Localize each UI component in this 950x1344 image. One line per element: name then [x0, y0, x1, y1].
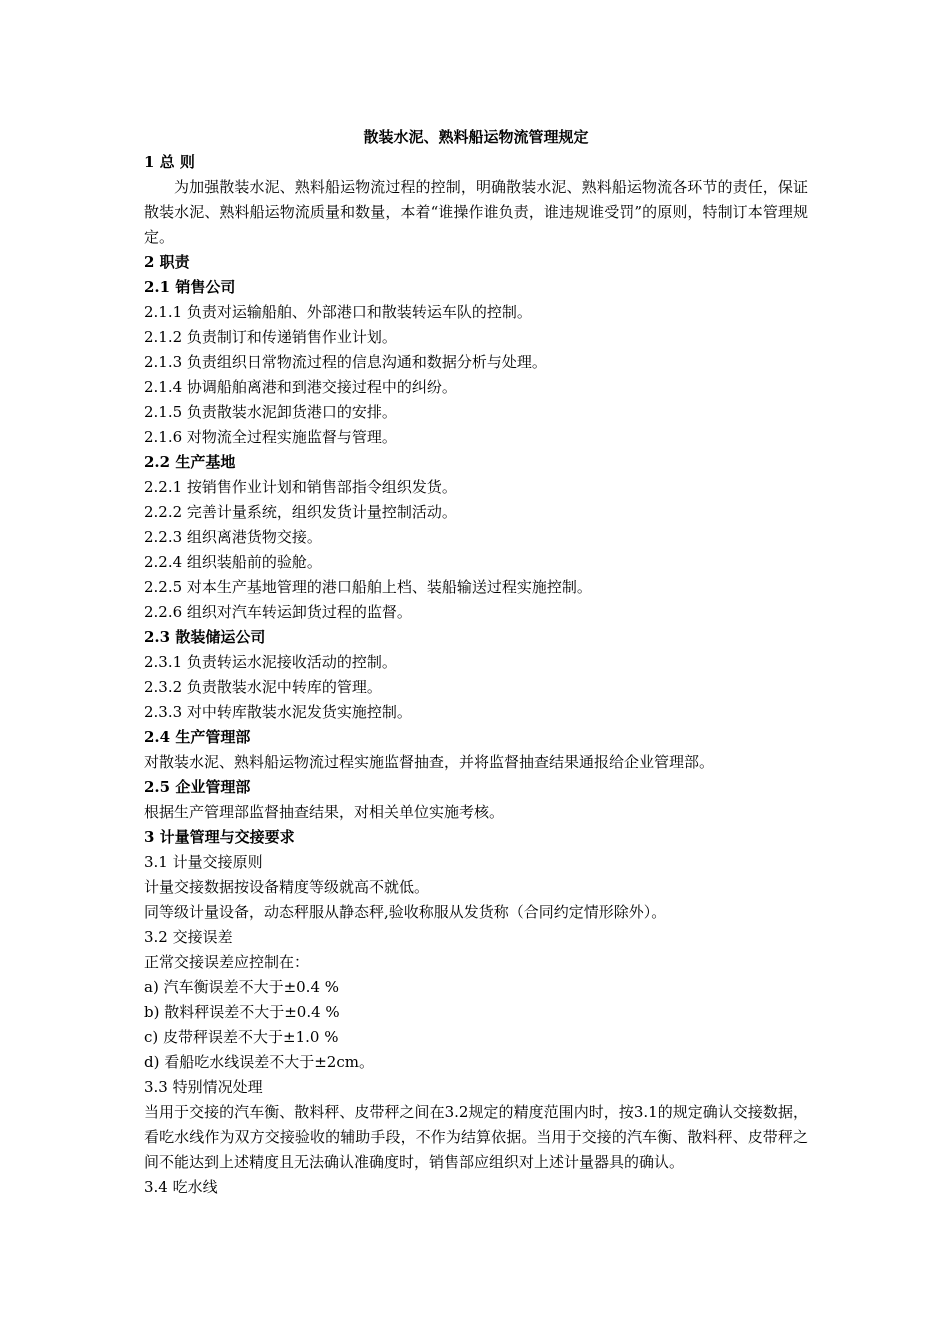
section-heading-metering: 3 计量管理与交接要求 [144, 828, 295, 846]
subsection-heading-production-management: 2.4 生产管理部 [144, 728, 251, 746]
text-line: 计量交接数据按设备精度等级就高不就低。 [144, 878, 430, 896]
list-item: 2.3.2 负责散装水泥中转库的管理。 [144, 678, 382, 696]
list-item: 2.3.3 对中转库散装水泥发货实施控制。 [144, 703, 412, 721]
list-item: 2.2.4 组织装船前的验舱。 [144, 553, 322, 571]
subsection-heading-tolerance: 3.2 交接误差 [144, 928, 233, 946]
document-title: 散装水泥、熟料船运物流管理规定 [363, 128, 589, 146]
list-item: 2.1.4 协调船舶离港和到港交接过程中的纠纷。 [144, 378, 457, 396]
special-cases-paragraph: 当用于交接的汽车衡、散料秤、皮带秤之间在3.2规定的精度范围内时，按3.1的规定确认交接数据，看吃水线作为双方交接验收的辅助手段，不作为结算依据。当用于交接的汽车衡、散料秤、皮带秤之间不能达到上述精度且无法确认准确度时，销售部应组织对上述计量器具的确认。 [144, 1103, 808, 1171]
production-management-text: 对散装水泥、熟料船运物流过程实施监督抽查，并将监督抽查结果通报给企业管理部。 [144, 753, 715, 771]
list-item: c) 皮带秤误差不大于±1.0 % [144, 1028, 339, 1046]
list-item: d) 看船吃水线误差不大于±2cm。 [144, 1053, 374, 1071]
list-item: 2.2.2 完善计量系统，组织发货计量控制活动。 [144, 503, 457, 521]
list-item: 2.1.3 负责组织日常物流过程的信息沟通和数据分析与处理。 [144, 353, 547, 371]
list-item: 2.1.6 对物流全过程实施监督与管理。 [144, 428, 397, 446]
subsection-heading-bulk-storage: 2.3 散装储运公司 [144, 628, 266, 646]
list-item: 2.2.6 组织对汽车转运卸货过程的监督。 [144, 603, 412, 621]
list-item: b) 散料秤误差不大于±0.4 % [144, 1003, 340, 1021]
subsection-heading-metering-principle: 3.1 计量交接原则 [144, 853, 263, 871]
list-item: 2.2.3 组织离港货物交接。 [144, 528, 322, 546]
subsection-heading-sales: 2.1 销售公司 [144, 278, 236, 296]
document-body [144, 125, 808, 1200]
section-heading-duties: 2 职责 [144, 253, 190, 271]
text-line: 同等级计量设备，动态秤服从静态秤,验收称服从发货称（合同约定情形除外）。 [144, 903, 667, 921]
subsection-heading-enterprise-management: 2.5 企业管理部 [144, 778, 251, 796]
list-item: a) 汽车衡误差不大于±0.4 % [144, 978, 340, 996]
list-item: 2.1.1 负责对运输船舶、外部港口和散装转运车队的控制。 [144, 303, 532, 321]
subsection-heading-special-cases: 3.3 特别情况处理 [144, 1078, 263, 1096]
list-item: 2.1.2 负责制订和传递销售作业计划。 [144, 328, 397, 346]
subsection-heading-waterline: 3.4 吃水线 [144, 1178, 218, 1196]
list-item: 2.2.5 对本生产基地管理的港口船舶上档、装船输送过程实施控制。 [144, 578, 592, 596]
general-paragraph: 为加强散装水泥、熟料船运物流过程的控制，明确散装水泥、熟料船运物流各环节的责任，保证散装水泥、熟料船运物流质量和数量，本着“谁操作谁负责，谁违规谁受罚”的原则，特制订本管理规定。 [144, 178, 808, 246]
text-line: 正常交接误差应控制在： [144, 953, 310, 971]
section-heading-general: 1 总 则 [144, 153, 195, 171]
subsection-heading-production-base: 2.2 生产基地 [144, 453, 236, 471]
enterprise-management-text: 根据生产管理部监督抽查结果，对相关单位实施考核。 [144, 803, 505, 821]
list-item: 2.3.1 负责转运水泥接收活动的控制。 [144, 653, 397, 671]
list-item: 2.2.1 按销售作业计划和销售部指令组织发货。 [144, 478, 457, 496]
list-item: 2.1.5 负责散装水泥卸货港口的安排。 [144, 403, 397, 421]
